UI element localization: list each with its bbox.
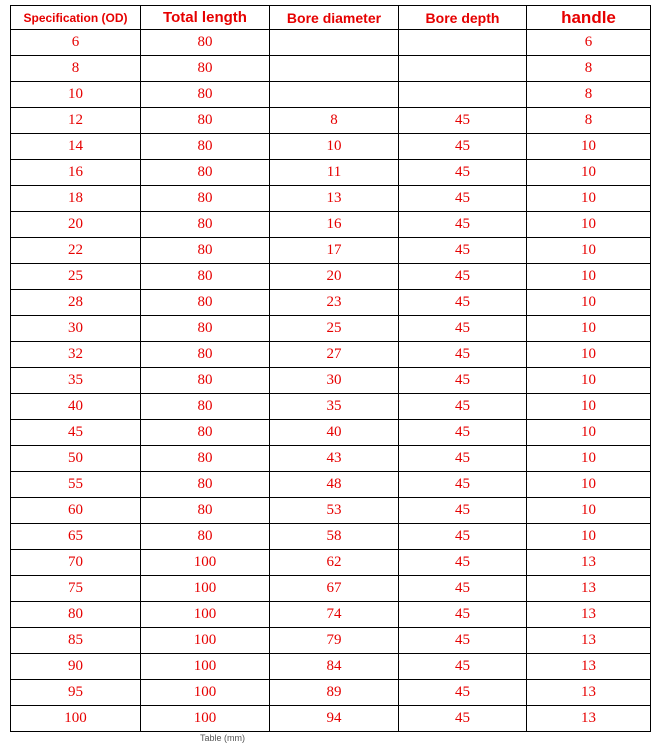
cell-handle: 10	[527, 524, 651, 550]
cell-bore-depth	[399, 82, 527, 108]
cell-bore-diameter	[270, 30, 399, 56]
table-row	[11, 628, 651, 654]
table-row	[11, 238, 651, 264]
table-row	[11, 420, 651, 446]
cell-specification-od: 20	[11, 212, 141, 238]
cell-bore-depth: 45	[399, 654, 527, 680]
cell-handle: 10	[527, 134, 651, 160]
cell-total-length: 100	[141, 680, 270, 706]
cell-bore-depth: 45	[399, 498, 527, 524]
cell-bore-depth: 45	[399, 706, 527, 732]
cell-specification-od: 10	[11, 82, 141, 108]
cell-specification-od: 8	[11, 56, 141, 82]
cell-specification-od: 65	[11, 524, 141, 550]
cell-bore-diameter: 17	[270, 238, 399, 264]
cell-bore-depth: 45	[399, 160, 527, 186]
cell-bore-diameter: 23	[270, 290, 399, 316]
cell-total-length: 80	[141, 394, 270, 420]
cell-total-length: 100	[141, 550, 270, 576]
table-caption: Table (mm)	[200, 733, 246, 743]
table-row	[11, 290, 651, 316]
table-row	[11, 264, 651, 290]
table-row	[11, 446, 651, 472]
cell-handle: 13	[527, 680, 651, 706]
cell-bore-diameter: 13	[270, 186, 399, 212]
cell-total-length: 100	[141, 628, 270, 654]
cell-total-length: 80	[141, 316, 270, 342]
cell-bore-diameter: 74	[270, 602, 399, 628]
table-row	[11, 212, 651, 238]
cell-handle: 8	[527, 108, 651, 134]
cell-specification-od: 85	[11, 628, 141, 654]
table-row	[11, 498, 651, 524]
cell-total-length: 80	[141, 498, 270, 524]
cell-bore-diameter: 27	[270, 342, 399, 368]
cell-handle: 13	[527, 602, 651, 628]
cell-bore-diameter: 35	[270, 394, 399, 420]
cell-bore-diameter: 8	[270, 108, 399, 134]
cell-specification-od: 28	[11, 290, 141, 316]
cell-handle: 13	[527, 628, 651, 654]
table-row	[11, 706, 651, 732]
table-row	[11, 342, 651, 368]
cell-bore-diameter: 11	[270, 160, 399, 186]
header-total-length: Total length	[141, 6, 270, 30]
cell-total-length: 80	[141, 56, 270, 82]
cell-total-length: 100	[141, 706, 270, 732]
table-row	[11, 550, 651, 576]
cell-total-length: 80	[141, 342, 270, 368]
cell-handle: 10	[527, 160, 651, 186]
cell-bore-depth: 45	[399, 342, 527, 368]
cell-total-length: 80	[141, 290, 270, 316]
cell-handle: 13	[527, 706, 651, 732]
cell-handle: 6	[527, 30, 651, 56]
cell-handle: 10	[527, 264, 651, 290]
cell-handle: 10	[527, 420, 651, 446]
table-row	[11, 602, 651, 628]
cell-bore-depth: 45	[399, 264, 527, 290]
cell-handle: 10	[527, 368, 651, 394]
cell-handle: 10	[527, 316, 651, 342]
cell-specification-od: 12	[11, 108, 141, 134]
cell-bore-diameter: 89	[270, 680, 399, 706]
cell-total-length: 80	[141, 82, 270, 108]
cell-specification-od: 100	[11, 706, 141, 732]
table-row	[11, 576, 651, 602]
cell-handle: 13	[527, 654, 651, 680]
cell-bore-depth: 45	[399, 628, 527, 654]
table-row	[11, 654, 651, 680]
cell-specification-od: 25	[11, 264, 141, 290]
cell-bore-depth: 45	[399, 368, 527, 394]
cell-specification-od: 18	[11, 186, 141, 212]
cell-bore-depth: 45	[399, 316, 527, 342]
cell-bore-diameter: 10	[270, 134, 399, 160]
table-row	[11, 316, 651, 342]
cell-total-length: 80	[141, 134, 270, 160]
cell-bore-diameter: 84	[270, 654, 399, 680]
cell-bore-depth: 45	[399, 238, 527, 264]
table-row	[11, 394, 651, 420]
specification-table	[10, 5, 651, 732]
cell-bore-diameter: 48	[270, 472, 399, 498]
table-row	[11, 108, 651, 134]
header-row	[11, 6, 651, 30]
cell-bore-depth: 45	[399, 472, 527, 498]
cell-specification-od: 70	[11, 550, 141, 576]
cell-handle: 8	[527, 56, 651, 82]
cell-bore-depth: 45	[399, 186, 527, 212]
cell-specification-od: 40	[11, 394, 141, 420]
cell-bore-depth: 45	[399, 602, 527, 628]
cell-handle: 10	[527, 186, 651, 212]
cell-handle: 10	[527, 342, 651, 368]
table-row	[11, 82, 651, 108]
cell-specification-od: 90	[11, 654, 141, 680]
cell-bore-depth	[399, 30, 527, 56]
cell-specification-od: 60	[11, 498, 141, 524]
cell-handle: 13	[527, 576, 651, 602]
table-row	[11, 524, 651, 550]
cell-specification-od: 45	[11, 420, 141, 446]
table-row	[11, 56, 651, 82]
table-row	[11, 472, 651, 498]
cell-handle: 10	[527, 446, 651, 472]
cell-bore-depth: 45	[399, 134, 527, 160]
table-body	[11, 30, 651, 732]
cell-bore-diameter: 30	[270, 368, 399, 394]
cell-bore-depth: 45	[399, 290, 527, 316]
cell-specification-od: 32	[11, 342, 141, 368]
cell-specification-od: 50	[11, 446, 141, 472]
cell-total-length: 80	[141, 212, 270, 238]
cell-bore-depth: 45	[399, 212, 527, 238]
cell-total-length: 80	[141, 446, 270, 472]
cell-handle: 13	[527, 550, 651, 576]
cell-specification-od: 16	[11, 160, 141, 186]
header-bore-diameter: Bore diameter	[270, 6, 399, 30]
cell-bore-depth: 45	[399, 108, 527, 134]
cell-total-length: 80	[141, 238, 270, 264]
cell-bore-diameter: 43	[270, 446, 399, 472]
cell-handle: 10	[527, 394, 651, 420]
table-row	[11, 186, 651, 212]
header-handle: handle	[527, 6, 651, 30]
cell-specification-od: 30	[11, 316, 141, 342]
cell-bore-diameter: 40	[270, 420, 399, 446]
cell-handle: 8	[527, 82, 651, 108]
cell-specification-od: 75	[11, 576, 141, 602]
table-row	[11, 680, 651, 706]
table-row	[11, 30, 651, 56]
cell-specification-od: 22	[11, 238, 141, 264]
cell-total-length: 80	[141, 368, 270, 394]
table-row	[11, 134, 651, 160]
cell-bore-diameter: 58	[270, 524, 399, 550]
cell-bore-diameter	[270, 56, 399, 82]
cell-bore-depth	[399, 56, 527, 82]
cell-handle: 10	[527, 238, 651, 264]
header-bore-depth: Bore depth	[399, 6, 527, 30]
cell-bore-diameter: 79	[270, 628, 399, 654]
table-row	[11, 368, 651, 394]
cell-bore-depth: 45	[399, 394, 527, 420]
cell-total-length: 80	[141, 186, 270, 212]
cell-bore-diameter	[270, 82, 399, 108]
cell-bore-diameter: 20	[270, 264, 399, 290]
cell-specification-od: 55	[11, 472, 141, 498]
cell-total-length: 80	[141, 30, 270, 56]
cell-specification-od: 6	[11, 30, 141, 56]
cell-total-length: 100	[141, 576, 270, 602]
cell-total-length: 80	[141, 108, 270, 134]
cell-specification-od: 35	[11, 368, 141, 394]
header-specification-od: Specification (OD)	[11, 6, 141, 30]
cell-handle: 10	[527, 472, 651, 498]
cell-bore-diameter: 94	[270, 706, 399, 732]
cell-bore-depth: 45	[399, 524, 527, 550]
table-row	[11, 160, 651, 186]
cell-bore-depth: 45	[399, 550, 527, 576]
cell-total-length: 100	[141, 602, 270, 628]
cell-bore-diameter: 62	[270, 550, 399, 576]
cell-handle: 10	[527, 498, 651, 524]
cell-total-length: 80	[141, 264, 270, 290]
cell-specification-od: 95	[11, 680, 141, 706]
cell-total-length: 80	[141, 420, 270, 446]
cell-total-length: 80	[141, 472, 270, 498]
cell-total-length: 80	[141, 160, 270, 186]
cell-bore-depth: 45	[399, 576, 527, 602]
cell-specification-od: 80	[11, 602, 141, 628]
cell-handle: 10	[527, 212, 651, 238]
cell-total-length: 100	[141, 654, 270, 680]
cell-specification-od: 14	[11, 134, 141, 160]
cell-total-length: 80	[141, 524, 270, 550]
cell-bore-diameter: 25	[270, 316, 399, 342]
cell-bore-depth: 45	[399, 446, 527, 472]
cell-handle: 10	[527, 290, 651, 316]
cell-bore-diameter: 16	[270, 212, 399, 238]
cell-bore-depth: 45	[399, 420, 527, 446]
cell-bore-depth: 45	[399, 680, 527, 706]
cell-bore-diameter: 67	[270, 576, 399, 602]
cell-bore-diameter: 53	[270, 498, 399, 524]
